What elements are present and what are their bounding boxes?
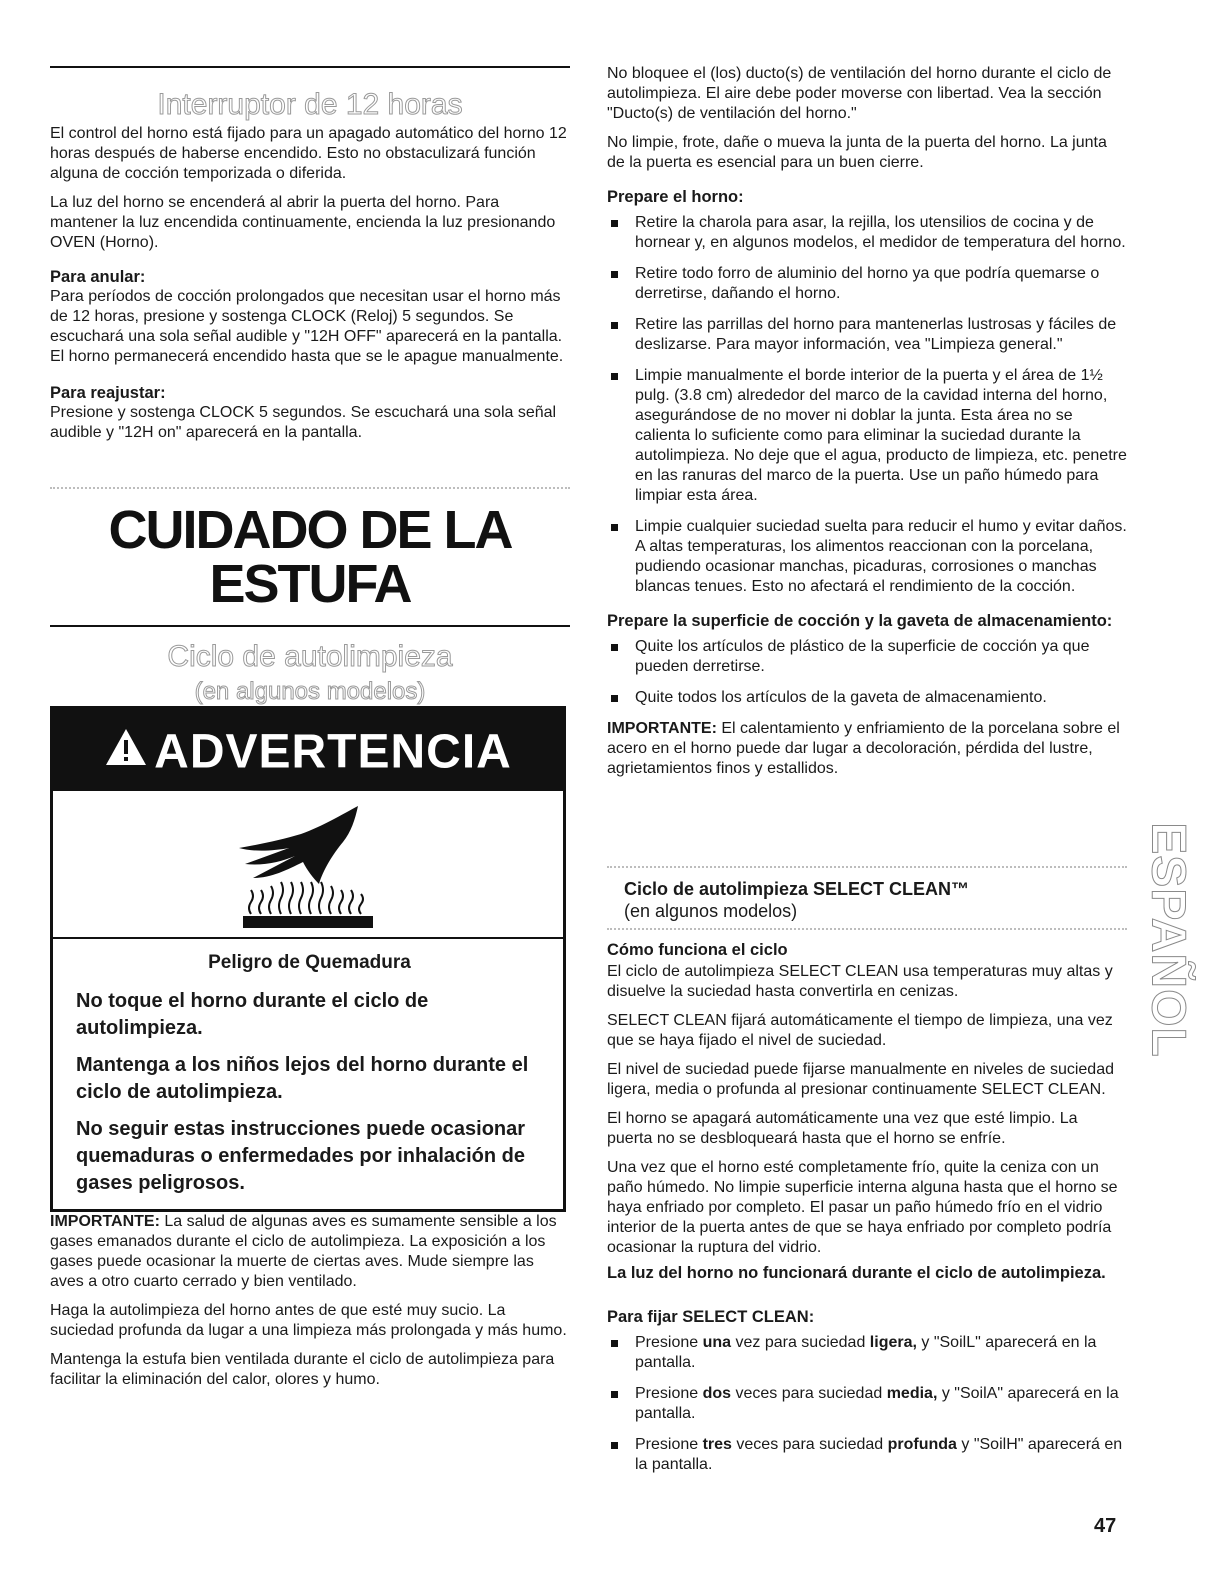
prepare-oven-list	[607, 213, 1127, 597]
list-item: Retire la charola para asar, la rejilla, los utensilios de cocina y de hornear y, en algunos modelos, el medidor de temperatura del horno.	[607, 213, 1127, 253]
section-title-12h: Interruptor de 12 horas	[157, 88, 463, 121]
paragraph: Haga la autolimpieza del horno antes de que esté muy sucio. La suciedad profunda da lugar a una limpieza más prolongada y más humo.	[50, 1302, 567, 1339]
warning-box	[50, 706, 566, 1212]
subheading: Prepare la superficie de cocción y la gaveta de almacenamiento:	[607, 612, 1113, 630]
chapter-title-line-1: CUIDADO DE LA	[108, 500, 512, 560]
important-text: La salud de algunas aves es sumamente sensible a los gases emanados durante el ciclo de autolimpieza. La exposición a los gases puede ocasionar la muerte de ciertas aves. Mude siempre las aves a otro cuarto cerrado y bien ventilado.	[50, 1213, 557, 1290]
select-clean-title: Ciclo de autolimpieza SELECT CLEAN™	[624, 879, 970, 899]
list-item: Retire las parrillas del horno para mantenerlas lustrosas y fáciles de deslizarse. Para mayor información, vea "Limpieza general."	[607, 315, 1127, 355]
warning-line: No toque el horno durante el ciclo de autolimpieza.	[76, 990, 429, 1039]
section-title-self-clean: Ciclo de autolimpieza	[167, 640, 453, 673]
page-number: 47	[1094, 1515, 1117, 1537]
subheading: Para fijar SELECT CLEAN:	[607, 1308, 815, 1326]
warning-triangle-icon	[104, 711, 148, 793]
paragraph: El horno se apagará automáticamente una vez que esté limpio. La puerta no se desbloqueará hasta que el horno se enfríe.	[607, 1110, 1078, 1147]
prepare-surface-list	[607, 637, 1127, 708]
light-note: La luz del horno no funcionará durante el ciclo de autolimpieza.	[607, 1264, 1106, 1282]
select-clean-subtitle: (en algunos modelos)	[624, 901, 798, 921]
paragraph: Para períodos de cocción prolongados que necesitan usar el horno más de 12 horas, presione y sostenga CLOCK (Reloj) 5 segundos. Se escuchará una sola señal audible y "12H OFF" aparecerá en la pantalla. El horno permanecerá encendido hasta que se le apague manualmente.	[50, 288, 564, 365]
subheading: Prepare el horno:	[607, 188, 744, 206]
paragraph: El nivel de suciedad puede fijarse manualmente en niveles de suciedad ligera, media o profunda al presionar continuamente SELECT CLEAN.	[607, 1061, 1114, 1098]
language-side-tab	[1143, 815, 1193, 1065]
warning-header-text: ADVERTENCIA	[154, 725, 512, 779]
important-label: IMPORTANTE:	[607, 720, 717, 737]
warning-divider	[53, 937, 563, 939]
paragraph: Presione y sostenga CLOCK 5 segundos. Se escuchará una sola señal audible y "12H on" aparecerá en la pantalla.	[50, 404, 557, 441]
subheading: Para anular:	[50, 268, 146, 286]
warning-line: No seguir estas instrucciones puede ocasionar quemaduras o enfermedades por inhalación de gases peligrosos.	[76, 1118, 526, 1194]
subheading: Cómo funciona el ciclo	[607, 941, 788, 959]
list-item: Presione una vez para suciedad ligera, y "SoilL" aparecerá en la pantalla.	[607, 1333, 1127, 1373]
dotted-divider	[607, 866, 1127, 868]
right-column-top	[607, 64, 1127, 788]
warning-header	[53, 709, 563, 791]
list-item: Quite los artículos de plástico de la superficie de cocción ya que pueden derretirse.	[607, 637, 1127, 677]
section-12h-body	[50, 124, 570, 452]
language-label: ESPAÑOL	[1141, 822, 1195, 1058]
list-item: Limpie cualquier suciedad suelta para reducir el humo y evitar daños. A altas temperaturas, los alimentos reaccionan con la porcelana, pudiendo ocasionar manchas, picaduras, corrosiones o manchas blancas tenues. Esto no afectará el rendimiento de la cocción.	[607, 517, 1127, 597]
select-clean-heading	[624, 878, 1124, 922]
paragraph: No limpie, frote, dañe o mueva la junta de la puerta del horno. La junta de la puerta es esencial para un buen cierre.	[607, 134, 1107, 171]
self-clean-notes	[50, 1212, 570, 1399]
section-subtitle-self-clean: (en algunos modelos)	[194, 678, 426, 705]
list-item: Presione tres veces para suciedad profunda y "SoilH" aparecerá en la pantalla.	[607, 1435, 1127, 1475]
list-item: Retire todo forro de aluminio del horno ya que podría quemarse o derretirse, dañando el horno.	[607, 264, 1127, 304]
right-column-bottom	[607, 940, 1127, 1486]
hazard-title: Peligro de Quemadura	[208, 952, 411, 973]
paragraph: El ciclo de autolimpieza SELECT CLEAN usa temperaturas muy altas y disuelve la suciedad hasta convertirla en cenizas.	[607, 963, 1113, 1000]
important-note	[50, 1212, 570, 1292]
warning-text	[76, 949, 543, 1197]
section-rule	[50, 625, 570, 627]
paragraph: La luz del horno se encenderá al abrir la puerta del horno. Para mantener la luz encendida continuamente, encienda la luz presionando OVEN (Horno).	[50, 194, 556, 251]
list-item: Presione dos veces para suciedad media, y "SoilA" aparecerá en la pantalla.	[607, 1384, 1127, 1424]
paragraph: Una vez que el horno esté completamente frío, quite la ceniza con un paño húmedo. No limpie superficie interna alguna hasta que el horno se haya enfriado por completo. El pasar un paño húmedo frío en el vidrio interior de la puerta antes de que se haya enfriado por completo podría ocasionar la ruptura del vidrio.	[607, 1159, 1118, 1256]
dotted-divider	[50, 487, 570, 489]
paragraph: SELECT CLEAN fijará automáticamente el tiempo de limpieza, una vez que se haya fijado el nivel de suciedad.	[607, 1012, 1113, 1049]
important-label: IMPORTANTE:	[50, 1213, 160, 1230]
warning-line: Mantenga a los niños lejos del horno durante el ciclo de autolimpieza.	[76, 1054, 529, 1103]
chapter-title-line-2: ESTUFA	[209, 554, 411, 614]
dotted-divider	[607, 928, 1127, 930]
paragraph: No bloquee el (los) ducto(s) de ventilación del horno durante el ciclo de autolimpieza. El aire debe poder moverse con libertad. Vea la sección "Ducto(s) de ventilación del horno."	[607, 65, 1112, 122]
important-text: El calentamiento y enfriamiento de la porcelana sobre el acero en el horno puede dar lugar a decoloración, pérdida del lustre, agrietamientos finos y estallidos.	[607, 720, 1120, 777]
set-select-clean-list	[607, 1333, 1127, 1475]
list-item: Quite todos los artículos de la gaveta de almacenamiento.	[607, 688, 1127, 708]
hot-surface-icon	[223, 804, 393, 929]
top-rule	[50, 66, 570, 68]
list-item: Limpie manualmente el borde interior de la puerta y el área de 1½ pulg. (3.8 cm) alrededor del marco de la cavidad interna del horno, asegurándose de no mover ni doblar la junta. Esta área no se calienta lo suficiente como para eliminar la suciedad durante la autolimpieza. No deje que el agua, producto de limpieza, etc. penetre en las ranuras del marco de la puerta. Use un paño húmedo para limpiar esta área.	[607, 366, 1127, 506]
paragraph: El control del horno está fijado para un apagado automático del horno 12 horas después de haberse encendido. Esto no obstaculizará función alguna de cocción temporizada o diferida.	[50, 125, 567, 182]
important-note	[607, 719, 1127, 779]
paragraph: Mantenga la estufa bien ventilada durante el ciclo de autolimpieza para facilitar la eliminación del calor, olores y humo.	[50, 1351, 555, 1388]
subheading: Para reajustar:	[50, 384, 166, 402]
